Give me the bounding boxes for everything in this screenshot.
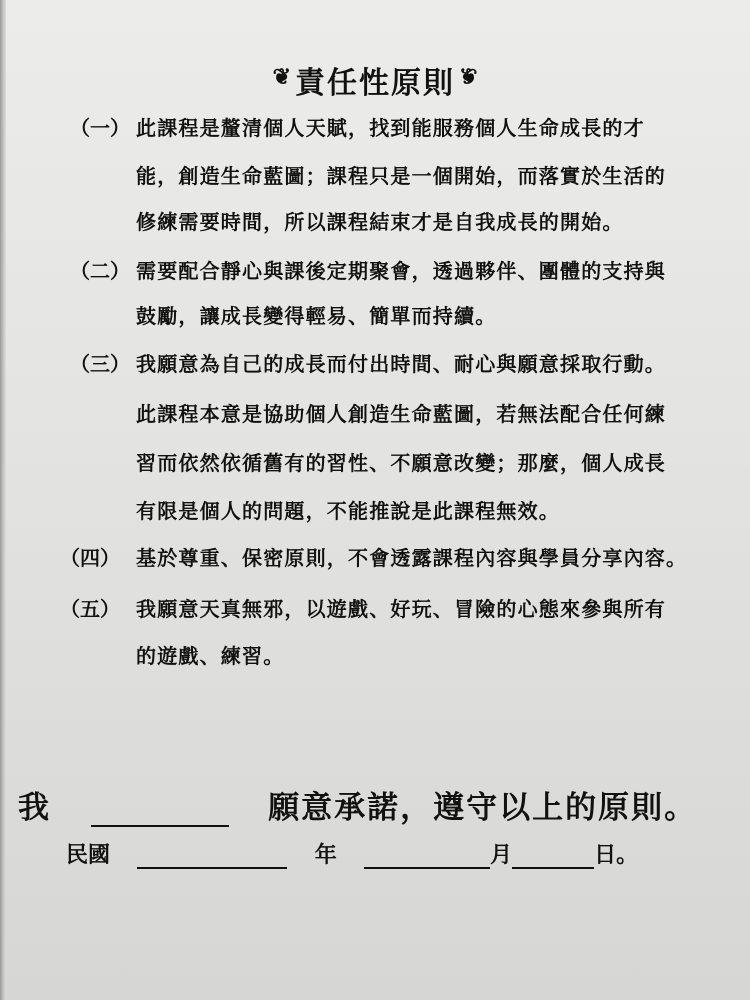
clause-line: 我願意天真無邪，以遊戲、好玩、冒險的心態來參與所有 bbox=[136, 597, 666, 621]
era-label: 民國 bbox=[66, 842, 111, 868]
page-binding-edge bbox=[0, 0, 6, 1000]
clause-line: 鼓勵，讓成長變得輕易、簡單而持續。 bbox=[136, 304, 497, 328]
month-blank[interactable] bbox=[364, 845, 490, 869]
title-text: 責任性原則 bbox=[295, 66, 455, 101]
month-label: 月 bbox=[490, 842, 513, 868]
pledge-suffix: 願意承諾，遵守以上的原則。 bbox=[268, 790, 698, 826]
clause-line: 我願意為自己的成長而付出時間、耐心與願意採取行動。 bbox=[136, 352, 666, 376]
clause-line: 基於尊重、保密原則，不會透露課程內容與學員分享內容。 bbox=[136, 546, 688, 570]
clause-line: 有限是個人的問題，不能推說是此課程無效。 bbox=[136, 499, 560, 523]
date-line bbox=[66, 838, 638, 869]
clause-number: （四） bbox=[60, 546, 120, 570]
ornament-right-icon: ❦ bbox=[457, 64, 478, 90]
signature-name-blank[interactable] bbox=[91, 797, 229, 827]
clause-line: 此課程本意是協助個人創造生命藍圖，若無法配合任何練 bbox=[136, 402, 666, 426]
clause-line: 習而依然依循舊有的習性、不願意改變；那麼，個人成長 bbox=[136, 451, 666, 475]
clause-number: （三） bbox=[70, 352, 130, 376]
clause-number: （五） bbox=[60, 597, 120, 621]
day-label: 日。 bbox=[594, 842, 639, 868]
ornament-left-icon: ❦ bbox=[272, 64, 293, 90]
clause-line: 的遊戲、練習。 bbox=[136, 644, 285, 668]
pledge-prefix: 我 bbox=[18, 790, 51, 826]
pledge-statement bbox=[18, 782, 697, 827]
clause-line: 此課程是釐清個人天賦，找到能服務個人生命成長的才 bbox=[136, 116, 645, 140]
year-label: 年 bbox=[314, 842, 337, 868]
clause-line: 能，創造生命藍圖；課程只是一個開始，而落實於生活的 bbox=[136, 164, 666, 188]
clause-line: 需要配合靜心與課後定期聚會，透過夥伴、團體的支持與 bbox=[136, 259, 666, 283]
clause-number: （二） bbox=[70, 259, 130, 283]
year-blank[interactable] bbox=[137, 845, 287, 869]
clause-number: （一） bbox=[70, 116, 130, 140]
document-title bbox=[0, 58, 750, 102]
clause-line: 修練需要時間，所以課程結束才是自我成長的開始。 bbox=[136, 210, 624, 234]
day-blank[interactable] bbox=[512, 845, 594, 869]
